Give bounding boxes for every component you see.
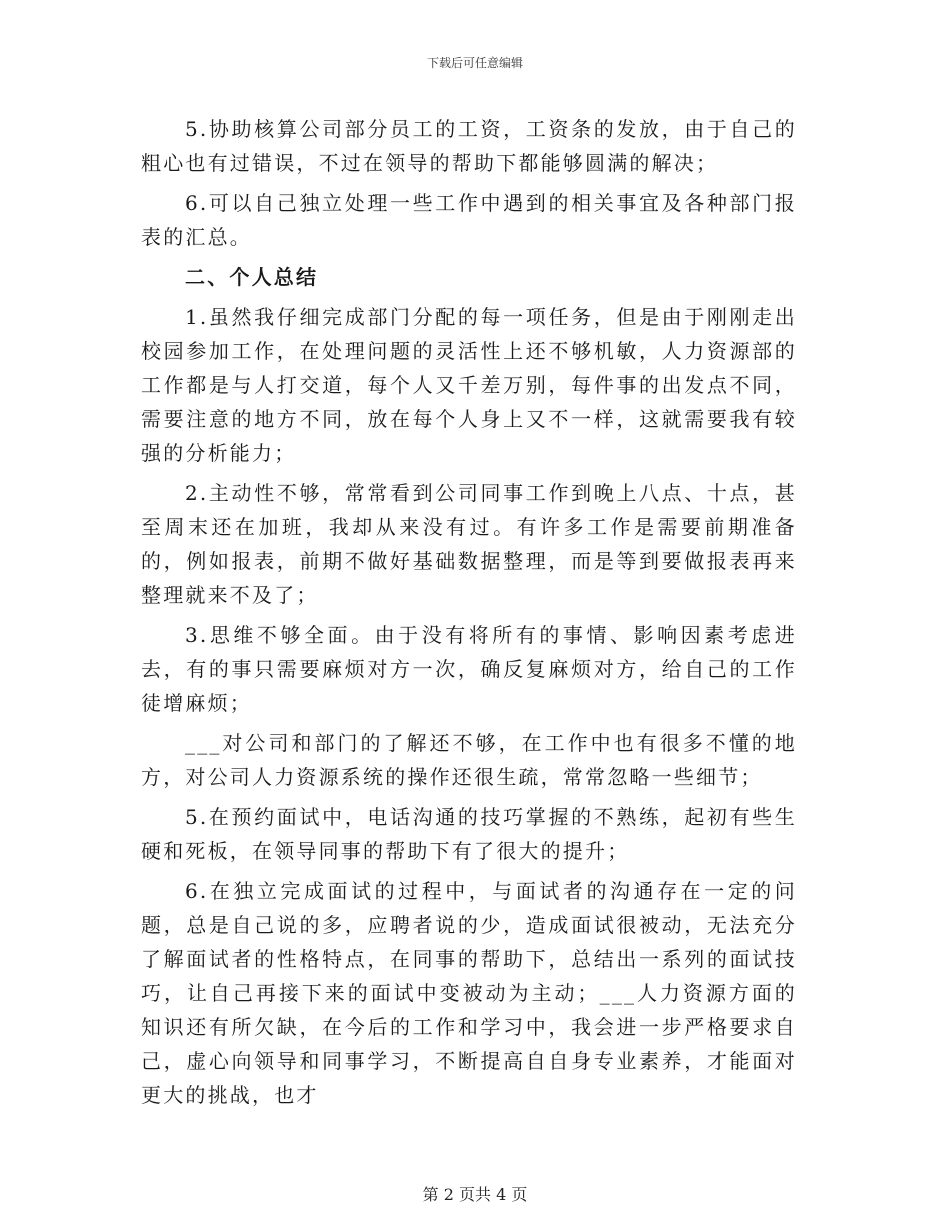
section-heading-personal-summary: 二、个人总结 [185, 265, 319, 289]
paragraph-5-payroll: 5.协助核算公司部分员工的工资，工资条的发放，由于自己的粗心也有过错误，不过在领导的帮助下都能够圆满的解决； [141, 117, 797, 175]
paragraph-summary-5: 5.在预约面试中，电话沟通的技巧掌握的不熟练，起初有些生硬和死板，在领导同事的帮助下有了很大的提升； [141, 805, 797, 863]
page-footer: 第 2 页共 4 页 [422, 1185, 528, 1204]
paragraph-summary-1: 1.虽然我仔细完成部门分配的每一项任务，但是由于刚刚走出校园参加工作，在处理问题的灵活性上还不够机敏，人力资源部的工作都是与人打交道，每个人又千差万别，每件事的出发点不同，需要注意的地方不同，放在每个人身上又不一样，这就需要我有较强的分析能力； [141, 305, 797, 465]
paragraph-summary-3: 3.思维不够全面。由于没有将所有的事情、影响因素考虑进去，有的事只需要麻烦对方一次，确反复麻烦对方，给自己的工作徒增麻烦； [141, 623, 797, 715]
page-header: 下载后可任意编辑 [426, 56, 523, 70]
paragraph-6-reports: 6.可以自己独立处理一些工作中遇到的相关事宜及各种部门报表的汇总。 [141, 191, 797, 249]
paragraph-summary-2: 2.主动性不够，常常看到公司同事工作到晚上八点、十点，甚至周末还在加班，我却从来没有过。有许多工作是需要前期准备的，例如报表，前期不做好基础数据整理，而是等到要做报表再来整理就来不及了； [141, 481, 797, 607]
document-body [141, 112, 797, 1112]
paragraph-summary-6: 6.在独立完成面试的过程中，与面试者的沟通存在一定的问题，总是自己说的多，应聘者说的少，造成面试很被动，无法充分了解面试者的性格特点，在同事的帮助下，总结出一系列的面试技巧，让自己再接下来的面试中变被动为主动；___人力资源方面的知识还有所欠缺，在今后的工作和学习中，我会进一步严格要求自己，虚心向领导和同事学习，不断提高自自身专业素养，才能面对更大的挑战，也才 [141, 879, 797, 1107]
paragraph-summary-4: ___对公司和部门的了解还不够，在工作中也有很多不懂的地方，对公司人力资源系统的操作还很生疏，常常忽略一些细节； [141, 731, 797, 789]
